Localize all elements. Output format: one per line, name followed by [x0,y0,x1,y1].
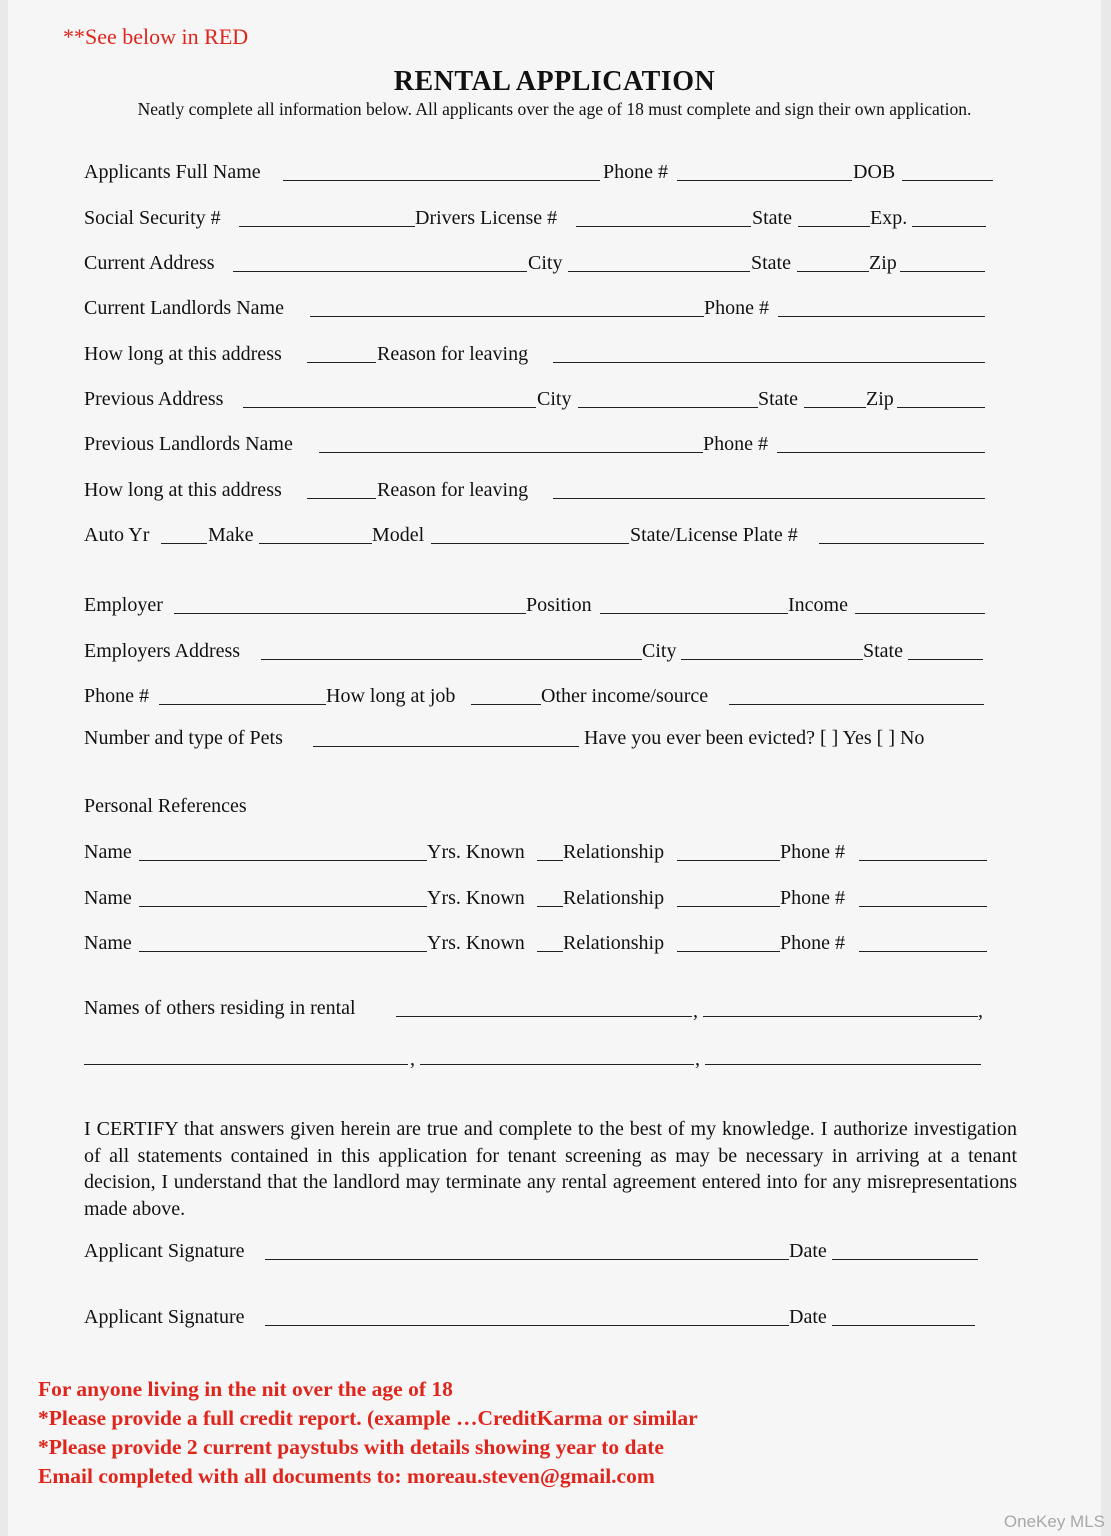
previous-city-label: City [537,388,572,410]
instructions-text: Neatly complete all information below. All applicants over the age of 18 must complete and sign their own application. [137,99,972,119]
residents-label: Names of others residing in rental [84,997,356,1019]
auto-yr-label: Auto Yr [84,524,150,546]
red-note-adults: For anyone living in the nit over the age of 18 [38,1377,453,1401]
red-note-credit-report: *Please provide a full credit report. (example …CreditKarma or similar [38,1406,698,1430]
current-landlord-field[interactable] [310,316,704,317]
full-name-label: Applicants Full Name [84,161,261,183]
previous-reason-field[interactable] [553,498,985,499]
previous-landlord-phone-field[interactable] [777,452,985,453]
exp-label: Exp. [870,207,908,229]
comma: , [693,1000,698,1022]
phone-field[interactable] [677,180,852,181]
previous-address-field[interactable] [243,407,536,408]
position-label: Position [526,594,592,616]
reference-name-field[interactable] [139,860,427,861]
previous-address-label: Previous Address [84,388,224,410]
previous-state-label: State [758,388,798,410]
date-field[interactable] [832,1259,978,1260]
relationship-label: Relationship [563,932,665,954]
signature-label: Applicant Signature [84,1240,245,1262]
employer-address-field[interactable] [261,659,642,660]
drivers-license-field[interactable] [576,226,751,227]
make-field[interactable] [259,543,372,544]
how-long-job-label: How long at job [326,685,456,707]
current-address-label: Current Address [84,252,215,274]
previous-zip-label: Zip [866,388,894,410]
yrs-known-label: Yrs. Known [427,887,525,909]
current-zip-field[interactable] [900,271,985,272]
signature-field[interactable] [265,1259,789,1260]
comma: , [695,1048,700,1070]
plate-label: State/License Plate # [630,524,798,546]
position-field[interactable] [600,613,788,614]
make-label: Make [208,524,254,546]
previous-landlord-phone-label: Phone # [703,433,768,455]
resident-field-1[interactable] [396,1016,692,1017]
reference-phone-field[interactable] [859,951,987,952]
employer-address-label: Employers Address [84,640,241,662]
yrs-known-field[interactable] [537,951,563,952]
reason-leaving-label: Reason for leaving [377,343,529,365]
comma: , [978,1000,983,1022]
license-state-field[interactable] [798,226,870,227]
previous-state-field[interactable] [804,407,866,408]
phone-label: Phone # [603,161,668,183]
employer-phone-field[interactable] [159,704,326,705]
yrs-known-field[interactable] [537,860,563,861]
previous-landlord-label: Previous Landlords Name [84,433,293,455]
model-field[interactable] [431,543,629,544]
signature-label: Applicant Signature [84,1306,245,1328]
current-landlord-phone-label: Phone # [704,297,769,319]
current-zip-label: Zip [869,252,897,274]
plate-field[interactable] [819,543,984,544]
watermark: OneKey MLS [1003,1512,1105,1531]
reference-name-label: Name [84,932,132,954]
current-city-label: City [528,252,563,274]
current-state-label: State [751,252,791,274]
employer-city-label: City [642,640,677,662]
ssn-field[interactable] [239,226,415,227]
see-below-note: **See below in RED [63,24,249,49]
how-long-label: How long at this address [84,343,282,365]
reference-name-label: Name [84,887,132,909]
reference-phone-label: Phone # [780,887,845,909]
resident-field-3[interactable] [84,1064,408,1065]
current-address-field[interactable] [233,271,527,272]
ssn-label: Social Security # [84,207,221,229]
resident-field-4[interactable] [420,1064,694,1065]
employer-field[interactable] [174,613,526,614]
employer-state-field[interactable] [908,659,983,660]
reference-name-field[interactable] [139,906,427,907]
relationship-field[interactable] [677,860,780,861]
license-state-label: State [752,207,792,229]
auto-yr-field[interactable] [161,543,207,544]
pets-label: Number and type of Pets [84,727,283,749]
dob-field[interactable] [902,180,993,181]
employer-state-label: State [863,640,903,662]
evicted-question[interactable]: Have you ever been evicted? [ ] Yes [ ] No [584,727,925,749]
previous-zip-field[interactable] [897,407,985,408]
reference-phone-field[interactable] [859,860,987,861]
red-note-email: Email completed with all documents to: moreau.steven@gmail.com [38,1464,655,1488]
reference-name-label: Name [84,841,132,863]
date-label: Date [789,1306,827,1328]
current-state-field[interactable] [797,271,869,272]
income-label: Income [788,594,848,616]
previous-landlord-field[interactable] [319,452,703,453]
other-income-field[interactable] [729,704,984,705]
yrs-known-label: Yrs. Known [427,932,525,954]
relationship-field[interactable] [677,906,780,907]
full-name-field[interactable] [283,180,600,181]
reference-name-field[interactable] [139,951,427,952]
previous-how-long-label: How long at this address [84,479,282,501]
pets-field[interactable] [313,746,579,747]
document-title: RENTAL APPLICATION [393,66,716,97]
income-field[interactable] [855,613,985,614]
date-label: Date [789,1240,827,1262]
reason-leaving-field[interactable] [553,362,985,363]
previous-how-long-field[interactable] [307,498,376,499]
rental-application-page [8,0,1101,1536]
employer-city-field[interactable] [681,659,863,660]
drivers-license-label: Drivers License # [415,207,558,229]
how-long-field[interactable] [307,362,376,363]
previous-reason-label: Reason for leaving [377,479,529,501]
current-landlord-label: Current Landlords Name [84,297,284,319]
employer-phone-label: Phone # [84,685,149,707]
reference-phone-field[interactable] [859,906,987,907]
references-heading: Personal References [84,795,247,817]
model-label: Model [372,524,425,546]
relationship-field[interactable] [677,951,780,952]
date-field[interactable] [832,1325,975,1326]
how-long-job-field[interactable] [471,704,541,705]
reference-phone-label: Phone # [780,841,845,863]
other-income-label: Other income/source [541,685,709,707]
yrs-known-label: Yrs. Known [427,841,525,863]
relationship-label: Relationship [563,841,665,863]
current-city-field[interactable] [568,271,750,272]
certification-text: I CERTIFY that answers given herein are true and complete to the best of my knowledge. I authorize investigation of all statements contained in this application for tenant screening as may be necessary in arriving at a tenant decision, I understand that the landlord may terminate any rental agreement entered into for any misrepresentations made above. [84,1118,1017,1220]
comma: , [410,1048,415,1070]
dob-label: DOB [853,161,896,183]
resident-field-2[interactable] [703,1016,978,1017]
employer-label: Employer [84,594,163,616]
resident-field-5[interactable] [705,1064,981,1065]
previous-city-field[interactable] [578,407,758,408]
relationship-label: Relationship [563,887,665,909]
signature-field[interactable] [265,1325,789,1326]
yrs-known-field[interactable] [537,906,563,907]
current-landlord-phone-field[interactable] [778,316,985,317]
reference-phone-label: Phone # [780,932,845,954]
exp-field[interactable] [912,226,986,227]
red-note-paystubs: *Please provide 2 current paystubs with details showing year to date [38,1435,664,1459]
